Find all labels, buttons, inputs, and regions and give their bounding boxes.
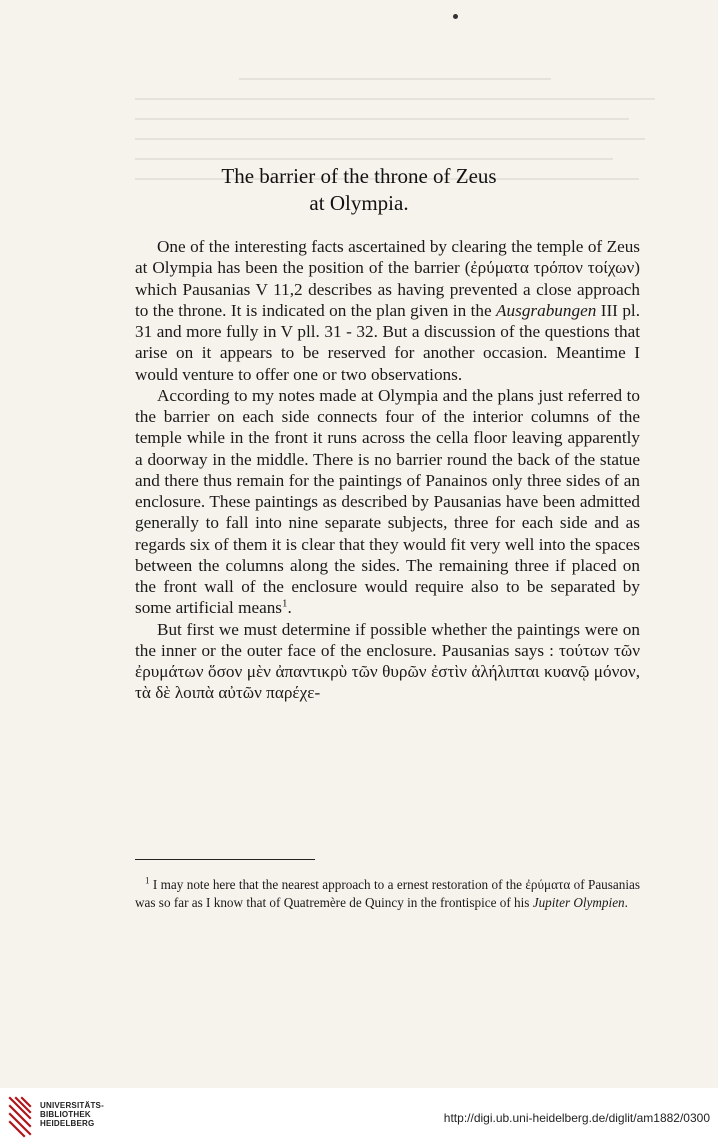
footnote-reference[interactable]: 1 bbox=[282, 597, 288, 610]
library-name-line-2: BIBLIOTHEK bbox=[40, 1110, 91, 1119]
ink-spot bbox=[453, 14, 458, 19]
footnote-text-a: I may note here that the nearest approach to a ernest restoration of the ἐρύματα of Pausanias was so far as I know that of Quatremère de Quincy in the frontispice of his bbox=[135, 877, 640, 910]
italic-jupiter-olympien: Jupiter Olympien bbox=[532, 895, 625, 910]
paragraph-1-text-b: III pl. 31 and more fully in V pll. 31 - 32. But a discussion of the questions that arise on it appears to be reserved for another occasion. Meantime I would venture to offer one or two observations. bbox=[135, 300, 640, 384]
footnote-separator bbox=[135, 859, 315, 860]
library-name-line-3: HEIDELBERG bbox=[40, 1119, 95, 1128]
paragraph-2-text: According to my notes made at Olympia and the plans just referred to the barrier on each side connects four of the interior columns of the temple while in the front it runs across the cella floor leaving apparently a doorway in the middle. There is no barrier round the back of the statue and there thus remain for the paintings of Panainos only three sides of an enclosure. These paintings as described by Pausanias have been admitted generally to fall into nine separate subjects, three for each side and as regards six of them it is clear that they would fit very well into the spaces between the columns along the sides. The remaining three if placed on the front wall of the enclosure would require also to be separated by some artificial means bbox=[135, 385, 640, 618]
paragraph-2 bbox=[135, 385, 640, 619]
italic-ausgrabungen: Ausgrabungen bbox=[496, 300, 597, 320]
library-name bbox=[40, 1101, 104, 1128]
article-body bbox=[135, 236, 640, 704]
paragraph-1-text-a: One of the interesting facts ascertained by clearing the temple of Zeus at Olympia has been the position of the barrier (ἐρύματα τρόπον τοίχων) which Pausanias V 11,2 describes as having prevented a close approach to the throne. It is indicated on the plan given in the bbox=[135, 237, 640, 320]
source-url-link[interactable]: http://digi.ub.uni-heidelberg.de/diglit/am1882/0300 bbox=[443, 1111, 710, 1125]
library-name-line-1: UNIVERSITÄTS- bbox=[40, 1101, 104, 1110]
article-title-line-2: at Olympia. bbox=[309, 191, 409, 215]
paragraph-1 bbox=[135, 236, 640, 385]
paragraph-3 bbox=[135, 619, 640, 704]
bleed-through-text bbox=[135, 60, 655, 260]
paragraph-2-end: . bbox=[287, 598, 292, 618]
footnote-text-b: . bbox=[624, 895, 628, 910]
article-title-line-1: The barrier of the throne of Zeus bbox=[221, 164, 497, 188]
paragraph-3-text: But first we must determine if possible whether the paintings were on the inner or the outer face of the enclosure. Pausanias says : τούτων τῶν ἐρυμάτων ὅσον μὲν ἀπαντικρὺ τῶν θυρῶν ἐστὶν ἀλήλιπται κυανῷ μόνον, τὰ δὲ λοιπὰ αὐτῶν παρέχε- bbox=[135, 619, 640, 703]
university-library-logo-icon[interactable] bbox=[8, 1094, 32, 1140]
footnote bbox=[135, 876, 640, 912]
footnote-marker: 1 bbox=[145, 875, 150, 886]
